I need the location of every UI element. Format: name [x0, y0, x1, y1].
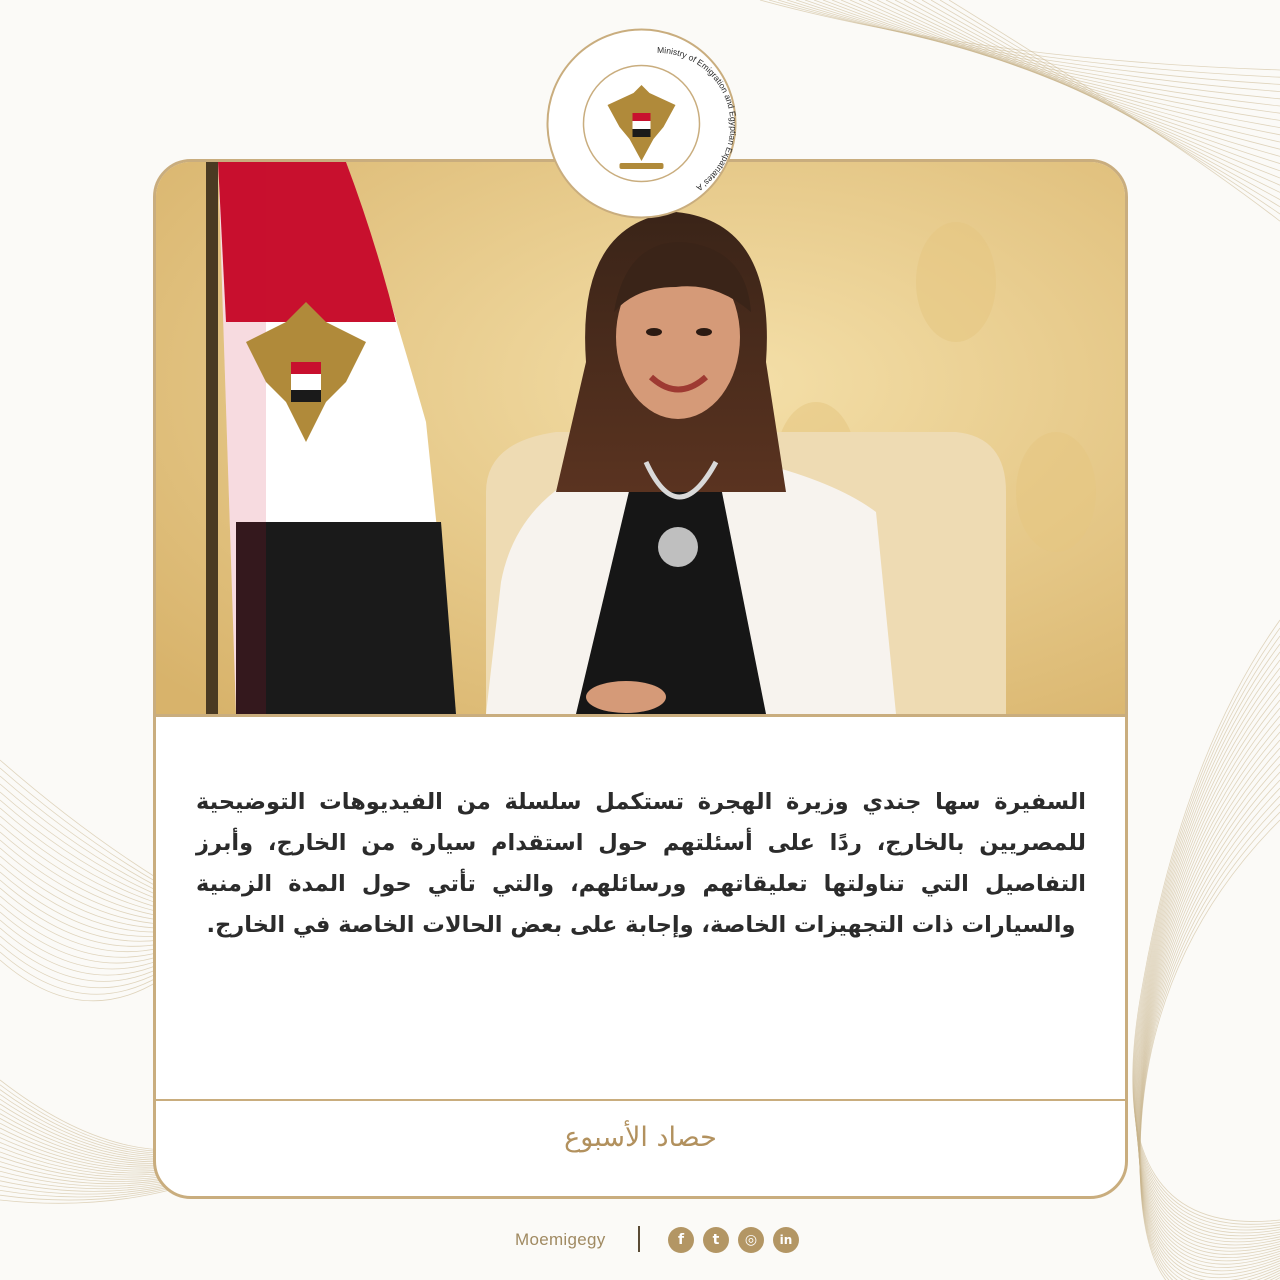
photo-divider: [156, 714, 1125, 717]
linkedin-icon[interactable]: in: [773, 1227, 799, 1253]
minister-photo: [156, 162, 1125, 714]
photo-illustration: [156, 162, 1125, 714]
footer-label: حصاد الأسبوع: [564, 1122, 717, 1153]
instagram-icon[interactable]: ◎: [738, 1227, 764, 1253]
post-card: [153, 159, 1128, 1199]
logo-arabic-text: [545, 27, 551, 30]
footer-divider: [156, 1099, 1125, 1101]
ministry-logo: [545, 27, 738, 220]
logo-english-text: Ministry of Emigration and Egyptian Expatriates' A: [656, 44, 738, 194]
social-handle[interactable]: Moemigegy: [515, 1230, 606, 1249]
social-bar: [0, 1224, 1280, 1258]
facebook-icon[interactable]: f: [668, 1227, 694, 1253]
svg-text:وزارة الدولة للهجرة وشئون المص: [545, 27, 551, 30]
post-body-text: السفيرة سها جندي وزيرة الهجرة تستكمل سلسلة من الفيديوهات التوضيحية للمصريين بالخارج، ردًا على أسئلتهم حول استقدام سيارة من الخارج، وأبرز التفاصيل التي تناولتها تعليقاتهم ورسائلهم، والتي تأتي حول المدة الزمنية والسيارات ذات التجهيزات الخاصة، وإجابة على بعض الحالات الخاصة في الخارج.: [196, 789, 1086, 938]
bar-separator: [638, 1226, 640, 1252]
twitter-icon[interactable]: t: [703, 1227, 729, 1253]
